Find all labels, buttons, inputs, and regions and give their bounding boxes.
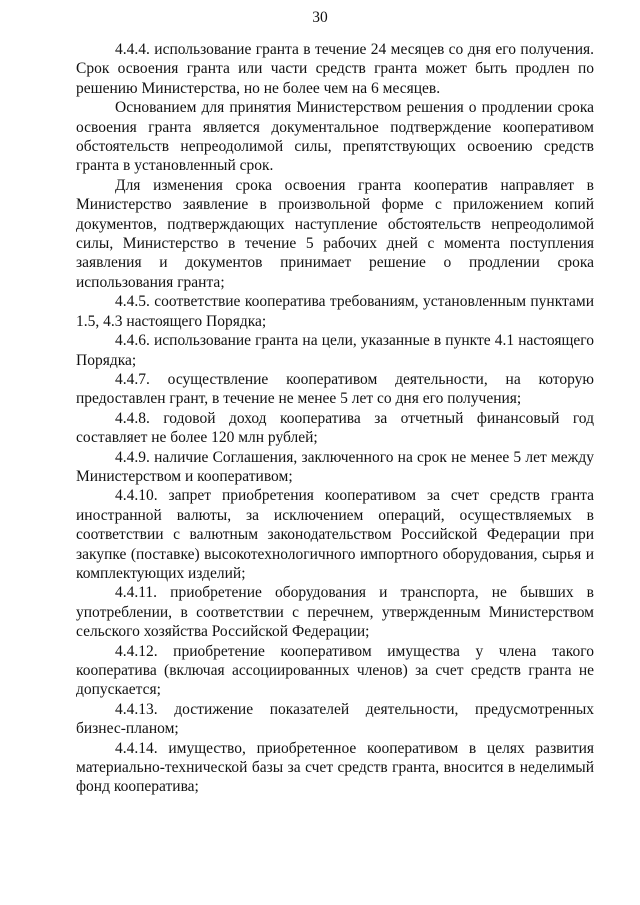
paragraph-4-4-6: 4.4.6. использование гранта на цели, указанные в пункте 4.1 настоящего Порядка; — [76, 332, 594, 369]
paragraph-4-4-13: 4.4.13. достижение показателей деятельности, предусмотренных бизнес-планом; — [76, 700, 594, 738]
paragraph-4-4-7: 4.4.7. осуществление кооперативом деятельности, на которую предоставлен грант, в течение не менее 5 лет со дня его получения; — [76, 370, 594, 408]
document-body — [76, 40, 594, 797]
page-number: 30 — [312, 9, 328, 26]
paragraph-4-4-4: 4.4.4. использование гранта в течение 24 месяцев со дня его получения. Срок освоения гранта или части средств гранта может быть продлен по решению Министерства, но не более чем на 6 месяцев. — [76, 41, 594, 97]
paragraph-4-4-9: 4.4.9. наличие Соглашения, заключенного на срок не менее 5 лет между Министерством и кооперативом; — [76, 448, 594, 485]
paragraph-4-4-12: 4.4.12. приобретение кооперативом имущества у члена такого кооператива (включая ассоциированных членов) за счет средств гранта не допускается; — [76, 642, 594, 699]
paragraph-4-4-14: 4.4.14. имущество, приобретенное кооперативом в целях развития материально-технической базы за счет средств гранта, вносится в неделимый фонд кооператива; — [76, 739, 594, 796]
paragraph-4-4-10: 4.4.10. запрет приобретения кооперативом за счет средств гранта иностранной валюты, за исключением операций, осуществляемых в соответствии с валютным законодательством Российской Федерации при закупке (поставке) высокотехнологичного импортного оборудования, сырья и комплектующих изделий; — [76, 487, 594, 582]
paragraph-extension-basis: Основанием для принятия Министерством решения о продлении срока освоения гранта является документальное подтверждение кооперативом обстоятельств непреодолимой силы, препятствующих освоению средств гранта в установленный срок. — [76, 99, 594, 175]
paragraph-4-4-8: 4.4.8. годовой доход кооператива за отчетный финансовый год составляет не более 120 млн рублей; — [76, 409, 594, 447]
paragraph-extension-procedure: Для изменения срока освоения гранта кооператив направляет в Министерство заявление в произвольной форме с приложением копий документов, подтверждающих наступление обстоятельств непреодолимой силы, Министерство в течение 5 рабочих дней с момента поступления заявления и документов принимает решение о продлении срока использования гранта; — [76, 176, 594, 291]
paragraph-4-4-11: 4.4.11. приобретение оборудования и транспорта, не бывших в употреблении, в соответствии с перечнем, утвержденным Министерством сельского хозяйства Российской Федерации; — [76, 584, 594, 641]
paragraph-4-4-5: 4.4.5. соответствие кооператива требованиям, установленным пунктами 1.5, 4.3 настоящего Порядка; — [76, 293, 594, 330]
